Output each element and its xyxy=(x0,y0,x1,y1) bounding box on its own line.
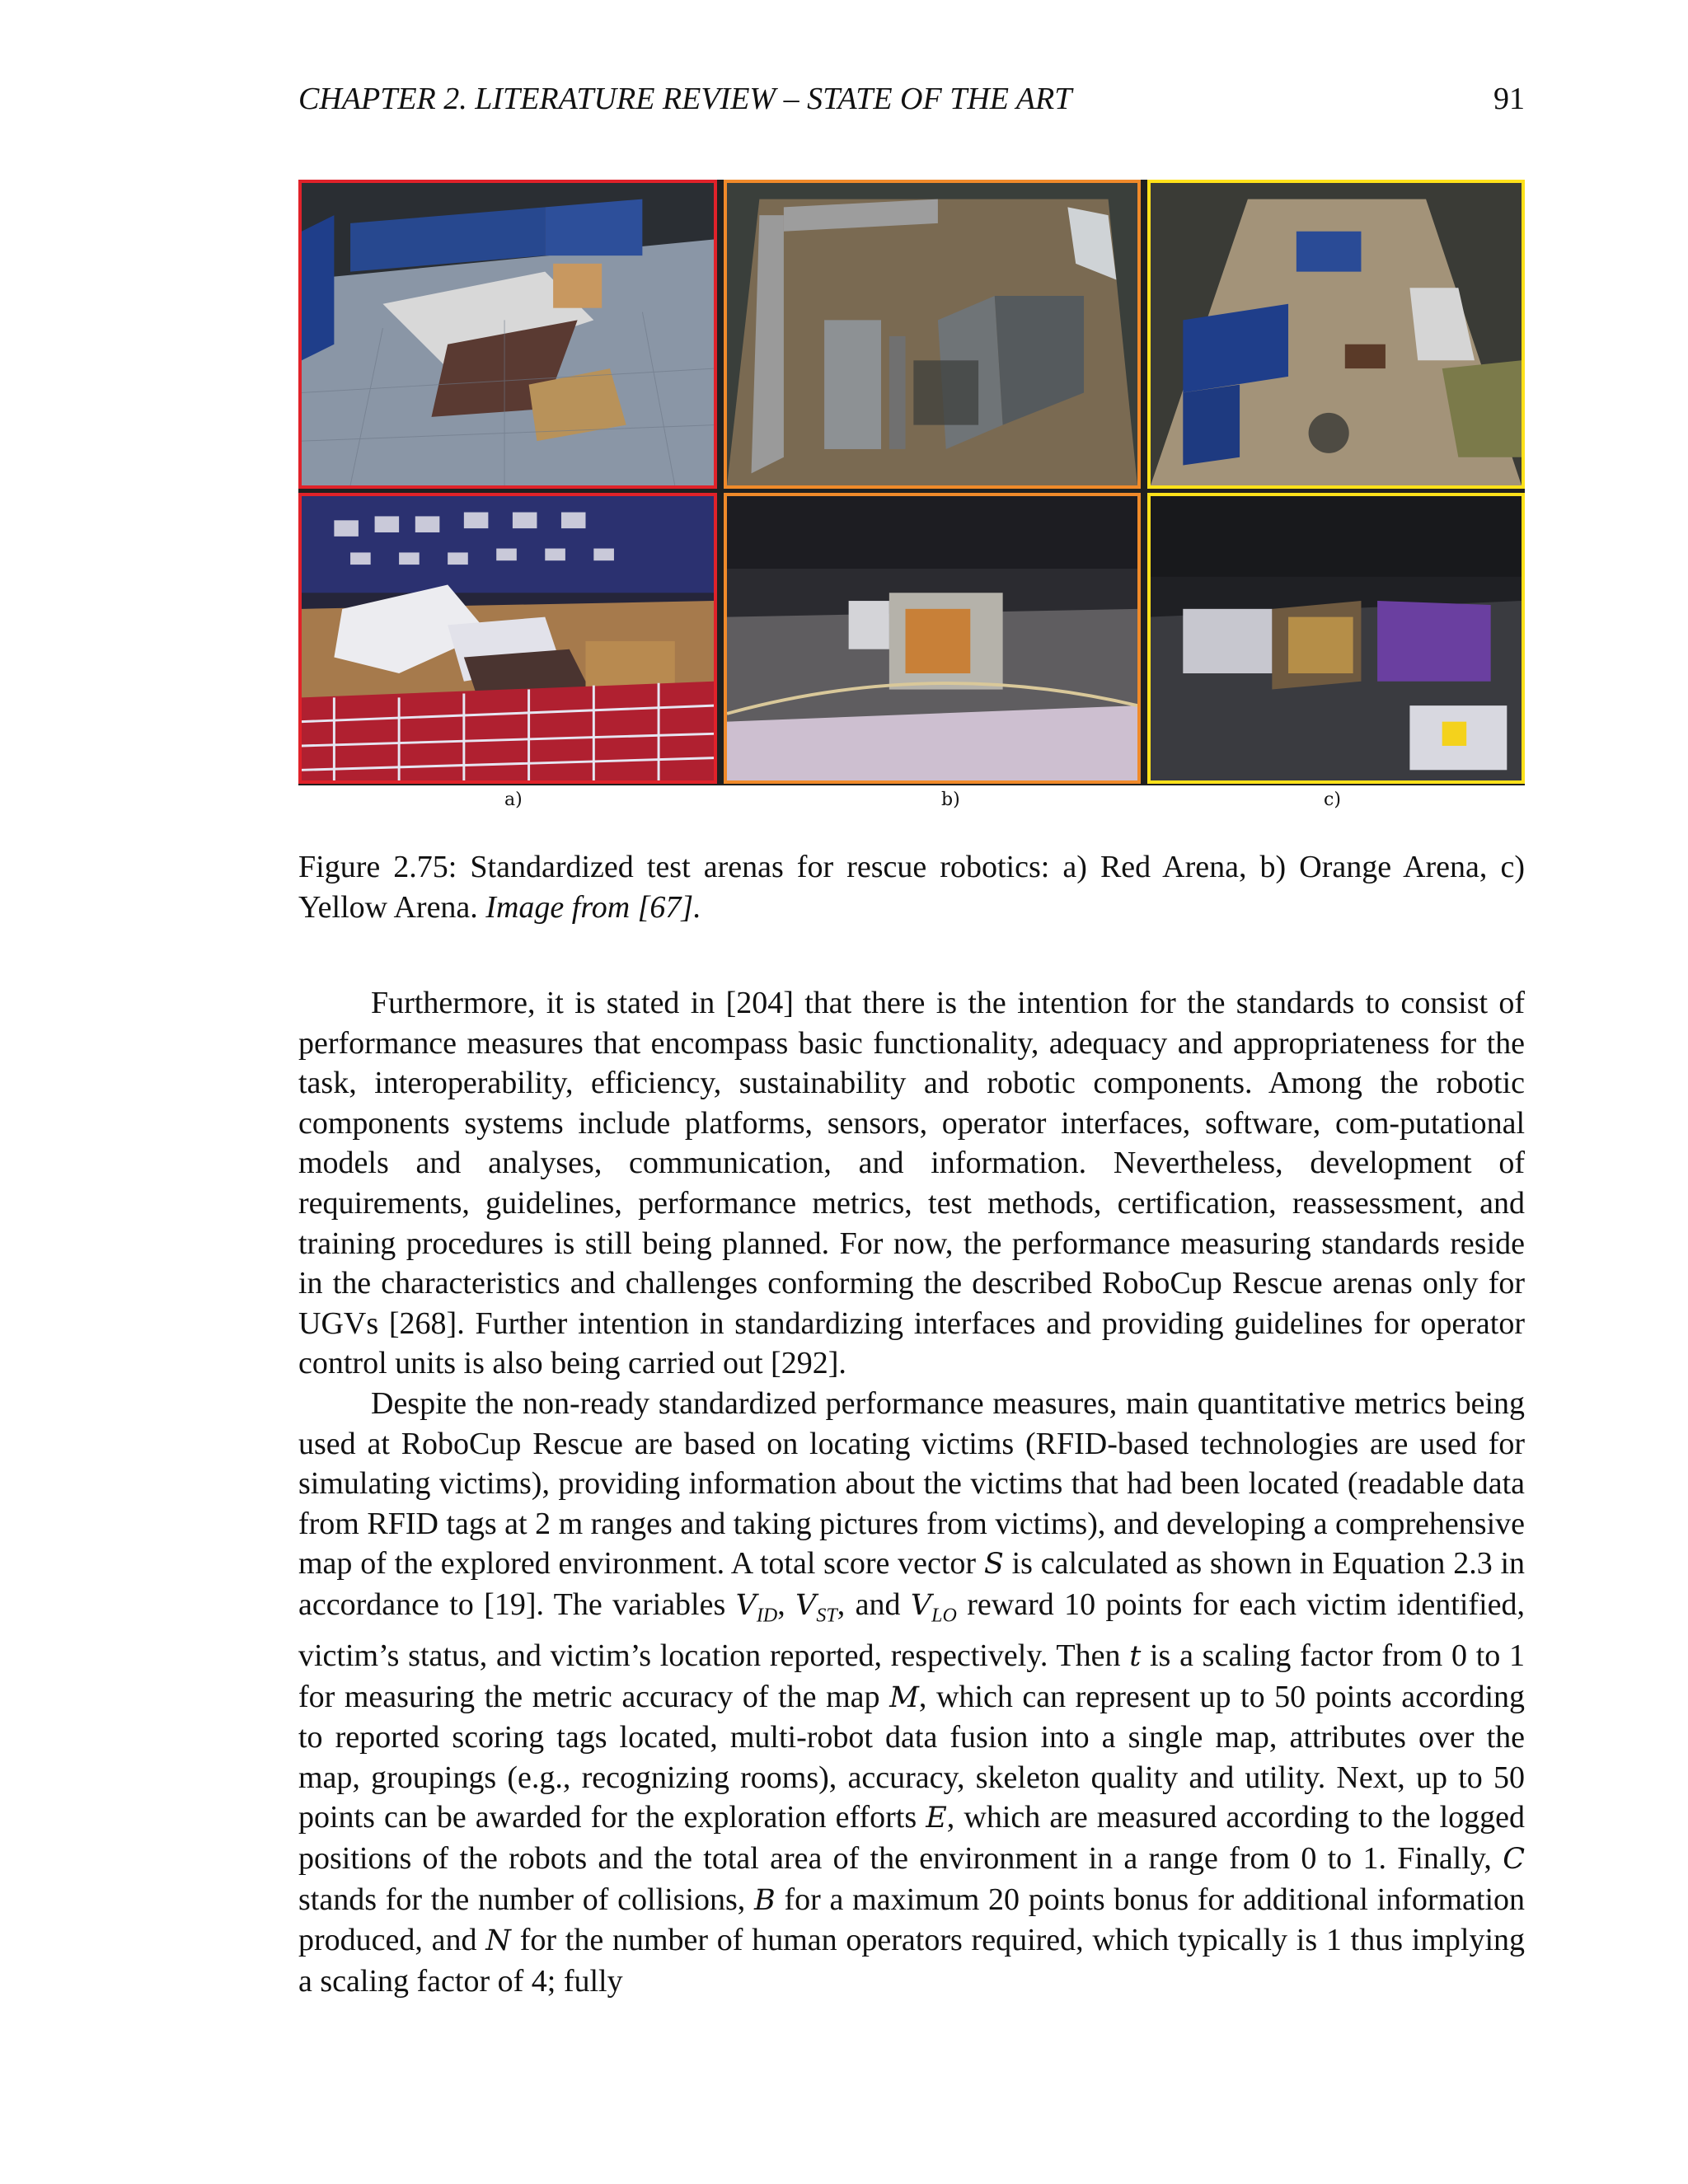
red-arena-photo xyxy=(298,493,717,784)
orange-arena-photo xyxy=(724,493,1141,784)
chapter-title: CHAPTER 2. LITERATURE REVIEW – STATE OF THE ART xyxy=(298,82,1072,116)
page-number: 91 xyxy=(1493,82,1525,116)
figure-caption xyxy=(298,847,1525,928)
paragraph-2: Despite the non-ready standardized performance measures, main quantitative metrics being used at RoboCup Rescue are based on locating victims (RFID-based technologies are used for simulating victims), providing information about the victims that had been located (readable data from RFID tags at 2 m ranges and taking pictures from victims), and developing a comprehensive map of the explored environment. A total score vector S is calculated as shown in Equation 2.3 in accordance to [19]. The variables $V_{ID}$, $V_{ST}$, and $V_{LO}$ reward 10 points for each victim identified, victim’s status, and victim’s location reported, respectively. Then t is a scaling factor from 0 to 1 for measuring the metric accuracy of the map M, which can represent up to 50 points according to reported scoring tags located, multi-robot data fusion into a single map, attributes over the map, groupings (e.g., recognizing rooms), accuracy, skeleton quality and utility. Next, up to 50 points can be awarded for the exploration efforts E, which are measured according to the logged positions of the robots and the total area of the environment in a range from 0 to 1. Finally, C stands for the number of collisions, B for a maximum 20 points bonus for additional information produced, and N for the number of human operators required, which typically is 1 thus implying a scaling factor of 4; fully xyxy=(298,1385,1526,1999)
figure-panel-labels xyxy=(298,790,1525,814)
caption-text: Figure 2.75: Standardized test arenas for rescue robotics: a) Red Arena, b) Orange Arena, c) Yellow Arena. xyxy=(298,850,1525,925)
orange-arena-simulated-image xyxy=(724,180,1141,489)
yellow-arena-photo xyxy=(1147,493,1525,784)
arena-figure xyxy=(298,180,1525,785)
panel-label-b: b) xyxy=(941,790,960,810)
caption-source: Image from [67]. xyxy=(485,890,701,925)
running-header xyxy=(298,81,1525,117)
panel-label-a: a) xyxy=(504,790,523,810)
yellow-arena-simulated-image xyxy=(1147,180,1525,489)
paragraph-1: Furthermore, it is stated in [204] that there is the intention for the standards to consist of performance measures that encompass basic functionality, adequacy and appropriateness for the task, interoperability, efficiency, sustainability and robotic components. Among the robotic components systems include platforms, sensors, operator interfaces, software, com-putational models and analyses, communication, and information. Nevertheless, development of requirements, guidelines, performance metrics, test methods, certification, reassessment, and training procedures is still being planned. For now, the performance measuring standards reside in the characteristics and challenges conforming the described RoboCup Rescue arenas only for UGVs [268]. Further intention in standardizing interfaces and providing guidelines for operator control units is also being carried out [292]. xyxy=(298,986,1525,1381)
body-text xyxy=(298,983,1525,2001)
panel-label-c: c) xyxy=(1324,790,1341,810)
red-arena-simulated-image xyxy=(298,180,717,489)
